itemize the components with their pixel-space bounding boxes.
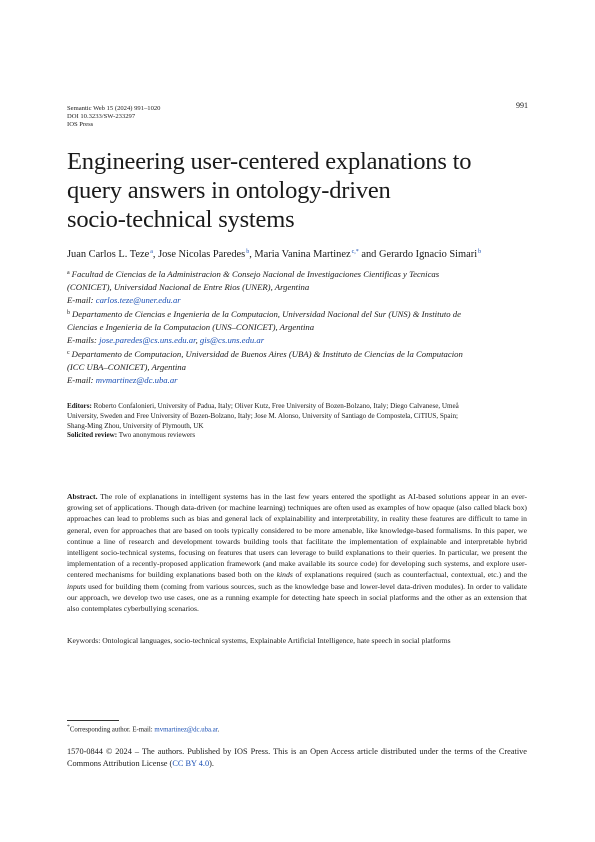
editors-text: Shang-Ming Zhou, University of Plymouth, UK [67,421,204,430]
page-number: 991 [516,101,528,110]
keywords-label: Keywords: [67,636,101,645]
paper-title [67,147,537,234]
doi-line[interactable]: DOI 10.3233/SW-233297 [67,113,136,121]
email-link[interactable]: jose.paredes@cs.uns.edu.ar [99,335,196,345]
keywords-text: Ontological languages, socio-technical systems, Explainable Artificial Intelligence, hate speech in social platforms [100,636,451,645]
email-separator: , [195,335,200,345]
affiliation-mark[interactable]: c,* [351,249,359,255]
review-text: Two anonymous reviewers [117,431,196,440]
author-name: Juan Carlos L. Teze [67,249,150,260]
license-notice [67,746,527,769]
affiliation-marker: c [67,350,70,356]
abstract-text: used for building them (coming from various sources, such as the knowledge base and lower-level data-driven modules). In order to validate our approach, we develop two use cases, one as a running example for detecting hate speech in social platforms and the other as an extension that also contemplates cyberbullying scenarios. [67,581,527,614]
affiliation-line: Departamento de Computacion, Universidad de Buenos Aires (UBA) & Instituto de Ciencias de la Computacion [71,349,463,359]
license-link[interactable]: CC BY 4.0 [172,758,210,768]
author-name: Maria Vanina Martinez [254,249,351,260]
title-line-2: query answers in ontology-driven [67,177,391,204]
title-line-1: Engineering user-centered explanations to [67,148,472,175]
author-separator: , [249,249,255,260]
footnote-email-link[interactable]: mvmartinez@dc.uba.ar [154,726,218,734]
affiliation-b [67,307,537,347]
email-link[interactable]: carlos.teze@uner.edu.ar [95,295,181,305]
editors-text: University, Sweden and Free University of Bozen-Bolzano, Italy; Jose M. Alonso, University of Santiago de Compostela, CiTIUS, Spain; [67,411,459,420]
footnote-mark: * [67,724,70,730]
license-end: ). [209,758,214,768]
affiliation-mark[interactable]: b [246,249,250,255]
review-label: Solicited review: [67,431,118,440]
affiliation-mark[interactable]: b [478,249,482,255]
email-label: E-mail: [67,295,96,305]
publisher-line: IOS Press [67,121,94,129]
affiliation-line: Departamento de Ciencias e Ingenieria de la Computacion, Universidad Nacional del Sur (UNS) & Instituto de [72,309,461,319]
affiliation-line: Facultad de Ciencias de la Administracion & Consejo Nacional de Investigaciones Cientificas y Tecnicas [71,269,440,279]
affiliation-c [67,347,537,387]
email-link[interactable]: gis@cs.uns.edu.ar [199,335,265,345]
title-line-3: socio-technical systems [67,206,295,233]
affiliation-a [67,267,537,307]
license-text: 1570-0844 © 2024 – The authors. Published by IOS Press. This is an Open Access article distributed under the terms of the Creative Commons Attribution License ( [67,747,527,768]
journal-line: Semantic Web 15 (2024) 991–1020 [67,105,161,112]
footnote [67,723,219,734]
abstract-text: of explanations required (such as counterfactual, contextual, etc.) and the [292,570,527,580]
affiliation-marker: a [67,270,70,276]
email-label: E-mail: [67,375,96,385]
affiliation-marker: b [67,310,70,316]
affiliation-mark[interactable]: a [150,249,153,255]
editors-text: Roberto Confalonieri, University of Padua, Italy; Oliver Kutz, Free University of Bozen-Bolzano, Italy; Diego Calvanese, Umeå [91,402,459,410]
footnote-end: . [217,726,220,734]
affiliation-line: (CONICET), Universidad Nacional de Entre Rios (UNER), Argentina [67,282,310,292]
editors-label: Editors: [67,402,92,410]
abstract-label: Abstract. [67,492,98,501]
editors-block [67,402,537,441]
abstract-emphasis: kinds [276,570,293,580]
author-separator: and [358,249,379,260]
journal-header [67,105,160,130]
author-list [67,249,481,260]
email-label: E-mails: [67,335,100,345]
abstract-text: The role of explanations in intelligent systems has in the last few years entered the spotlight as AI-based solutions appear in an ever-growing set of applications. Though data-driven (or machine learning) techniques are often used as examples of how opaque (also called black box) approaches can lead to problems such as bias and general lack of explainability and interpretability, in reality these features are difficult to tame in general, even for approaches that are based on tools typically considered to be more amenable, like knowledge-based formalisms. In this paper, we continue a line of research and development towards building tools that facilitate the implementation of explainable and interpretable hybrid intelligent socio-technical systems, focusing on features that users can leverage to build explanations to their queries. In particular, we present the implementation of a recently-proposed application framework (and make available its source code) for developing such systems, and explore user-centered mechanisms for building explanations based both on the [67,492,527,580]
footnote-text: Corresponding author. E-mail: [69,726,155,734]
author-name: Jose Nicolas Paredes [158,249,246,260]
keywords [67,636,537,646]
email-link[interactable]: mvmartinez@dc.uba.ar [95,375,178,385]
author-separator: , [152,249,159,260]
abstract-emphasis: inputs [67,581,86,591]
affiliation-line: (ICC UBA–CONICET), Argentina [67,362,186,372]
author-name: Gerardo Ignacio Simari [378,249,478,260]
affiliation-line: Ciencias e Ingenieria de la Computacion (UNS–CONICET), Argentina [67,322,315,332]
footnote-divider [67,720,119,721]
abstract [67,491,527,614]
